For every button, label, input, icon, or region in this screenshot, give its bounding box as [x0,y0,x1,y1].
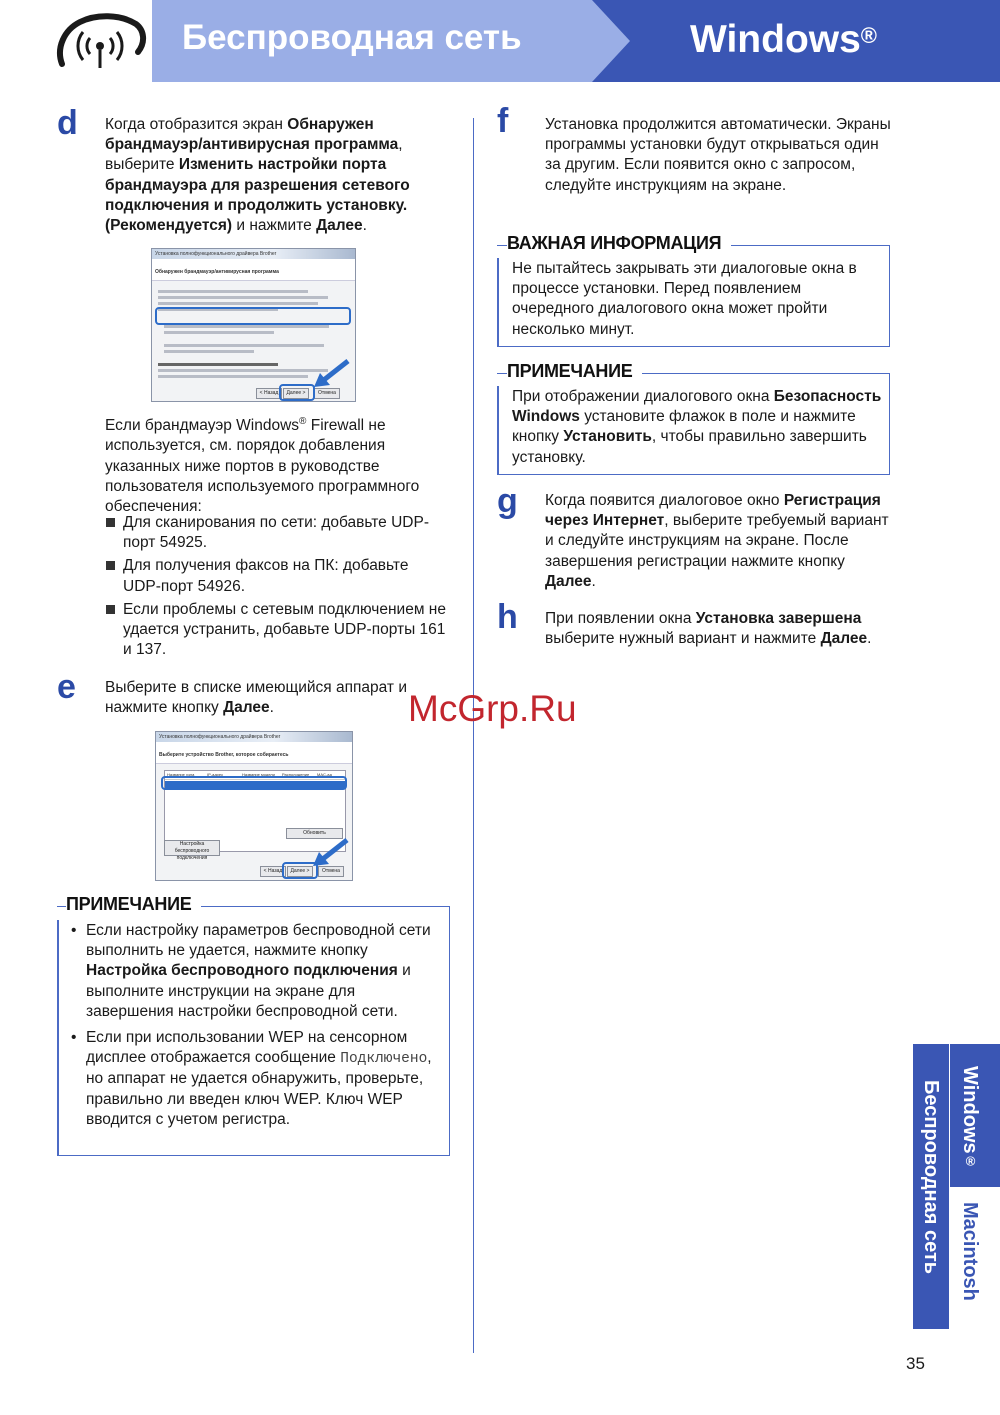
side-tab-windows-label: Windows® [959,1066,981,1169]
step-letter-f: f [497,102,509,140]
step-letter-e: e [57,668,76,706]
watermark: McGrp.Ru [408,688,577,729]
column-divider [473,118,474,1353]
device-select-screenshot: Установка полнофункционального драйвера Brother Выберите устройство Brother, которое собираетесь Название узла IP-адрес Название модели Расположение MAC-ад Обновить Настройка беспроводного подключения < Назад Далее > Отмена [155,731,353,881]
port-list-item: Для получения факсов на ПК: добавьте UDP-порт 54926. [105,556,450,596]
header-os-label: Windows® [690,18,878,61]
note-left-title: ПРИМЕЧАНИЕ [66,894,201,914]
step-d-text: Когда отобразится экран Обнаружен брандмауэр/антивирусная программа, выберите Изменить настройки порта брандмауэра для разрешения сетевого подключения и продолжить установку. (Рекомендуется) и нажмите Далее. [105,116,410,235]
note-right-text: При отображении диалогового окна Безопасность Windows установите флажок в поле и нажмите кнопку Установить, чтобы правильно завершить установку. [512,388,882,466]
important-text: Не пытайтесь закрывать эти диалоговые окна в процессе установки. Перед появлением очередного диалогового окна может пройти несколько минут. [512,260,857,338]
step-letter-g: g [497,482,518,520]
step-f-text: Установка продолжится автоматически. Экраны программы установки будут открываться один за другим. Если появится окно с запросом, следуйте инструкциям на экране. [545,116,891,194]
port-list-item: Для сканирования по сети: добавьте UDP-порт 54925. [105,513,450,553]
side-tab-macintosh-label: Macintosh [959,1202,981,1301]
page-number: 35 [906,1354,925,1373]
port-list-item: Если проблемы с сетевым подключением не удается устранить, добавьте UDP-порты 161 и 137. [105,600,450,661]
important-box-bar [497,258,499,346]
note-left-list [70,921,440,1136]
step-h-text: При появлении окна Установка завершена выберите нужный вариант и нажмите Далее. [545,610,872,648]
wireless-antenna-icon [50,8,150,78]
note-left-item: • Если настройку параметров беспроводной сети выполнить не удается, нажмите кнопку Настройка беспроводного подключения и выполните инструкции на экране для завершения настройки беспроводной сети. [70,921,440,1022]
step-letter-d: d [57,104,78,142]
note-left-item: • Если при использовании WEP на сенсорном дисплее отображается сообщение Подключено, но аппарат не удается обнаружить, проверьте, правильно ли введен ключ WEP. Ключ WEP вводится с учетом регистра. [70,1028,440,1130]
note-box-right-bar [497,386,499,474]
firewall-dialog-screenshot: Установка полнофункционального драйвера Brother Обнаружен брандмауэр/антивирусная программа < Назад Далее > Отмена [151,248,356,402]
step-d-firewall-text: Если брандмауэр Windows® Firewall не используется, см. порядок добавления указанных ниже портов в руководстве пользователя используемого программного обеспечения: [105,416,420,515]
note-right-title: ПРИМЕЧАНИЕ [507,361,642,381]
note-box-left-bar [57,920,59,1155]
important-title: ВАЖНАЯ ИНФОРМАЦИЯ [507,233,731,253]
step-letter-h: h [497,598,518,636]
page-title: Беспроводная сеть [182,18,522,57]
port-list [105,513,450,660]
side-tab-wireless-label: Беспроводная сеть [920,1080,942,1275]
step-g-text: Когда появится диалоговое окно Регистрация через Интернет, выберите требуемый вариант и следуйте инструкциям на экране. После завершения регистрации нажмите кнопку Далее. [545,492,889,590]
step-e-text: Выберите в списке имеющийся аппарат и нажмите кнопку Далее. [105,679,407,717]
